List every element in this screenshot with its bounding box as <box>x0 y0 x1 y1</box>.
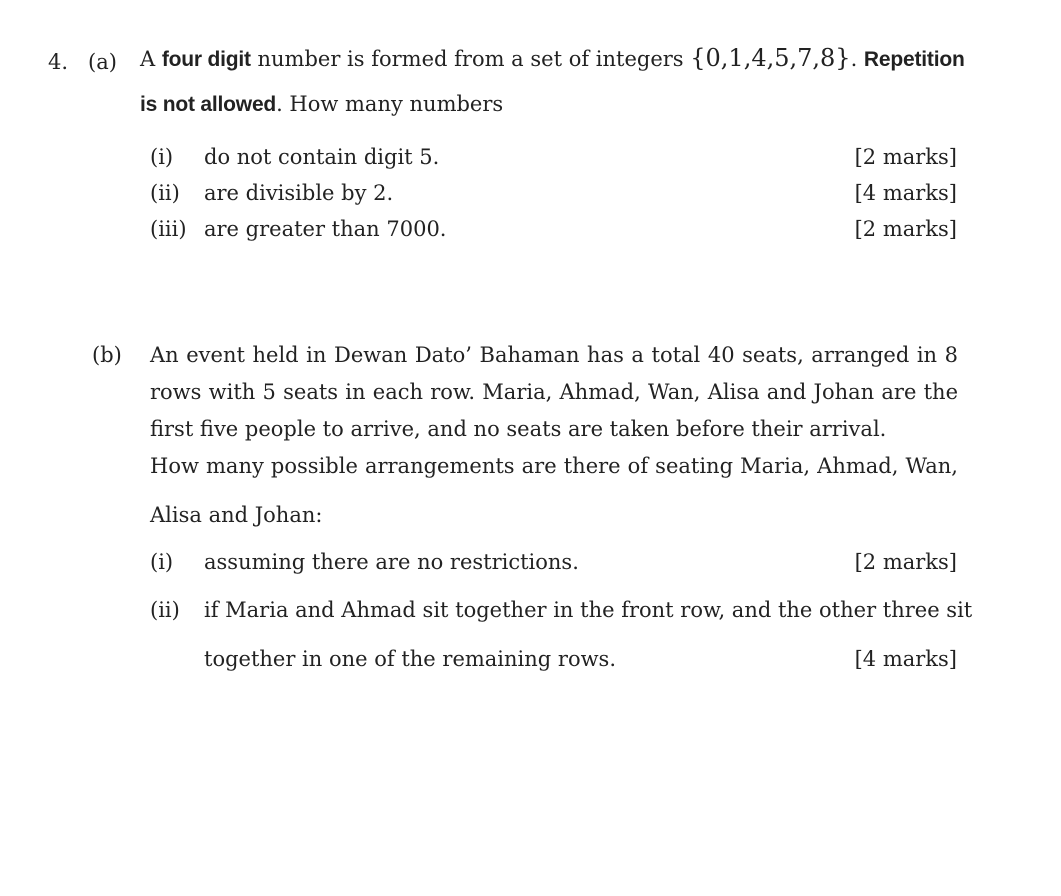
part-a-item-1-number: (i) <box>150 145 174 169</box>
part-b-item-2-text-continued: together in one of the remaining rows. <box>204 647 617 671</box>
stem-bold-not-allowed: is not allowed <box>140 93 277 116</box>
part-b-item-1-text: assuming there are no restrictions. <box>204 550 579 574</box>
part-a-item-1-marks: [2 marks] <box>854 145 957 169</box>
part-a-item-3-number: (iii) <box>150 217 187 241</box>
part-a-label: (a) <box>88 50 117 74</box>
part-a-item-2-text: are divisible by 2. <box>204 181 394 205</box>
part-b-item-2-marks: [4 marks] <box>854 647 957 671</box>
part-b-item-1-marks: [2 marks] <box>854 550 957 574</box>
part-b-item-2-text: if Maria and Ahmad sit together in the front row, and the other three sit <box>204 598 973 622</box>
part-a-item-2-number: (ii) <box>150 181 180 205</box>
stem-text-3: . <box>850 47 864 71</box>
stem-text-4: . How many numbers <box>276 92 504 116</box>
part-b-line-2: rows with 5 seats in each row. Maria, Ahmad, Wan, Alisa and Johan are the <box>150 380 958 404</box>
part-b-item-1-number: (i) <box>150 550 174 574</box>
part-a-stem-line-1 <box>140 44 965 72</box>
question-number: 4. <box>48 50 69 74</box>
part-b-line-1: An event held in Dewan Dato’ Bahaman has a total 40 seats, arranged in 8 <box>150 343 958 367</box>
part-b-line-4: How many possible arrangements are there of seating Maria, Ahmad, Wan, <box>150 454 958 478</box>
part-a-item-1-text: do not contain digit 5. <box>204 145 440 169</box>
part-a-item-3-marks: [2 marks] <box>854 217 957 241</box>
part-a-item-3-text: are greater than 7000. <box>204 217 447 241</box>
part-b-line-3: first five people to arrive, and no seats are taken before their arrival. <box>150 417 887 441</box>
part-b-line-5: Alisa and Johan: <box>150 503 323 527</box>
stem-text-2: number is formed from a set of integers <box>250 47 691 71</box>
part-a-item-2-marks: [4 marks] <box>854 181 957 205</box>
part-b-item-2-number: (ii) <box>150 598 180 622</box>
part-b-label: (b) <box>92 343 122 367</box>
stem-bold-four-digit: four digit <box>161 48 251 71</box>
integer-set: {0,1,4,5,7,8} <box>690 44 851 72</box>
stem-bold-repetition: Repetition <box>863 48 965 71</box>
part-a-stem-line-2 <box>140 92 503 117</box>
stem-text-1: A <box>140 47 162 71</box>
